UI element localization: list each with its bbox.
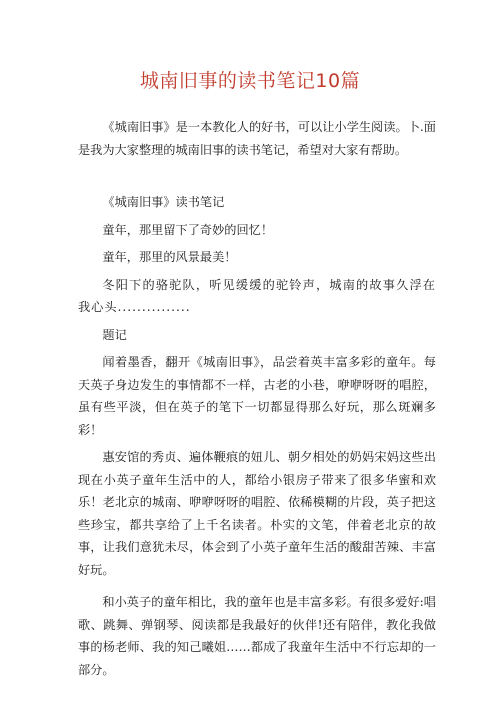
paragraph-2: 惠安馆的秀贞、遍体鞭痕的妞儿、朝夕相处的奶妈宋妈这些出现在小英子童年生活中的人，都给小银房子带来了很多华蜜和欢乐！老北京的城南、咿咿呀呀的唱腔、依稀模糊的片段，英子把这些珍宝，都共享给了上千名读者。朴实的文笔，伴着老北京的故事，让我们意犹未尽，体会到了小英子童年生活的酸甜苦辣、丰富好玩。 — [78, 450, 436, 577]
body-line-2: 童年，那里的风景最美！ — [102, 250, 237, 264]
body-line-3: 冬阳下的骆驼队，听见缓缓的驼铃声，城南的故事久浮在我心头............... — [78, 277, 436, 314]
paragraph-3: 和小英子的童年相比，我的童年也是丰富多彩。有很多爱好:唱歌、跳舞、弹钢琴、阅读都是我最好的伙伴!还有陪伴，教化我做事的杨老师、我的知己曦姐……都成了我童年生活中不行忘却的一部分。 — [78, 595, 436, 677]
document-title: 城南旧事的读书笔记10篇 — [139, 70, 361, 92]
subheading-epigraph: 题记 — [102, 327, 127, 342]
section-heading: 《城南旧事》读书笔记 — [102, 195, 225, 209]
paragraph-1: 闻着墨香，翻开《城南旧事》，品尝着英丰富多彩的童年。每天英子身边发生的事情都不一样，古老的小巷，咿咿呀呀的唱腔，虽有些平淡，但在英子的笔下一切都显得那么好玩，那么斑斓多彩！ — [78, 355, 436, 437]
intro-paragraph: 《城南旧事》是一本教化人的好书，可以让小学生阅读。卜.面是我为大家整理的城南旧事的读书笔记，希望对大家有帮助。 — [78, 120, 436, 157]
document-body — [78, 116, 436, 681]
body-line-1: 童年，那里留下了奇妙的回忆！ — [102, 222, 274, 237]
